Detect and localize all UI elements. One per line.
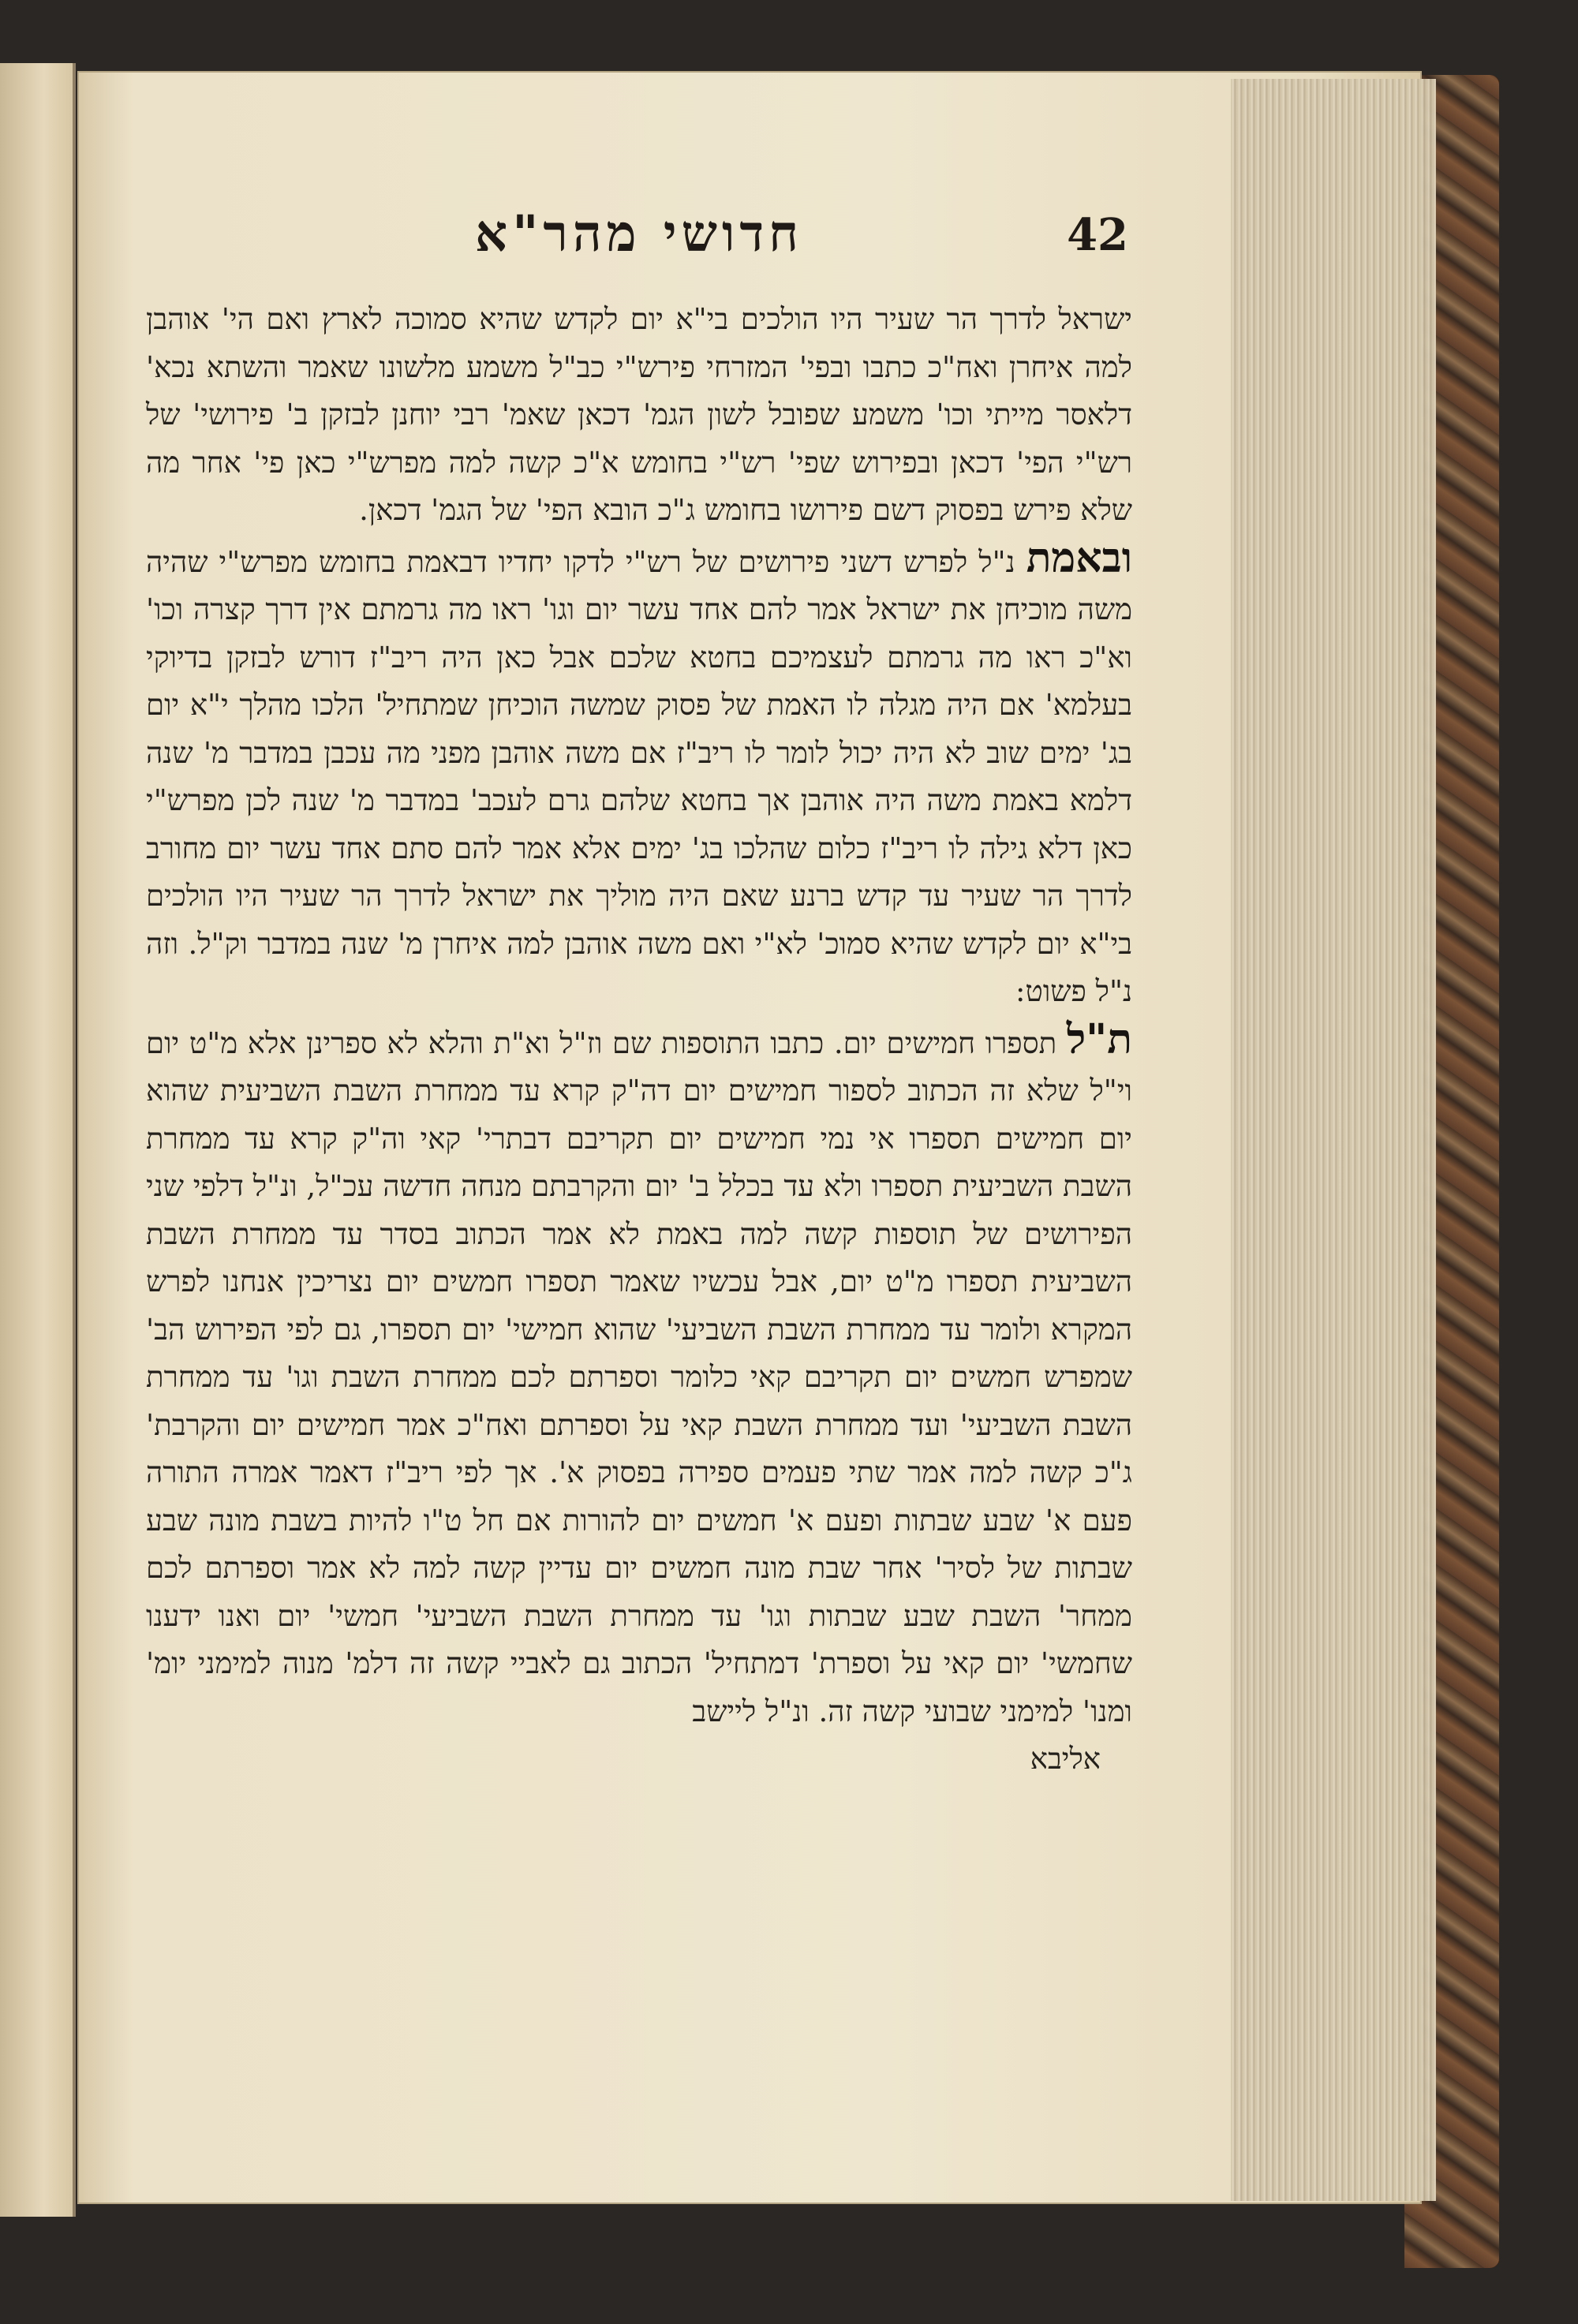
running-title: חדושי מהר"א bbox=[474, 204, 804, 263]
lead-word: ת"ל bbox=[1066, 1014, 1132, 1063]
page-number: 42 bbox=[1067, 209, 1128, 261]
paragraph bbox=[146, 296, 1132, 535]
paragraph-text: ישראל לדרך הר שעיר היו הולכים בי"א יום לקדש שהיא סמוכה לארץ ואם הי' אוהבן למה איחרן ואח"כ כתבו ובפי' המזרחי פירש"י כב"ל משמע מלשונו שאמר והשתא נכא' דלאסר מייתי וכו' משמע שפובל לשון הגמ' דכאן שאמ' רבי יוחנן לבזקן ב' פירושי' של רש"י הפי' דכאן ובפירוש שפי' רש"י בחומש א"כ קשה למה מפרש"י כאן פי' אחר מה שלא פירש בפסוק דשם פירושו בחומש ג"כ הובא הפי' של הגמ' דכאן. bbox=[146, 302, 1132, 527]
paragraph-text: נ"ל לפרש דשני פירושים של רש"י לדקו יחדיו דבאמת בחומש מפרש"י שהיה משה מוכיחן את ישראל אמר להם אחד עשר יום וגו' ראו מה גרמתם אין דרך קצרה וכו' וא"כ ראו מה גרמתם לעצמיכם בחטא שלכם אבל כאן היה ריב"ז דורש לבזקן בדיוקי בעלמא' אם היה מגלה לו האמת של פסוק שמשה הוכיחן שמתחיל' הלכו מהלך י"א יום בג' ימים שוב לא היה יכול לומר לו ריב"ז אם משה אוהבן מפני מה עכבן במדבר מ' שנה דלמא באמת משה היה אוהבן אך בחטא שלהם גרם לעכב' במדבר מ' שנה לכן מפרש"י כאן דלא גילה לו ריב"ז כלום שהלכו בג' ימים אלא אמר להם סתם אחד עשר יום מחורב לדרך הר שעיר עד קדש ברנע שאם היה מוליך את ישראל לדרך הר שעיר היו הולכים בי"א יום לקדש שהיא סמוכ' לא"י ואם משה אוהבן למה איחרן מ' שנה במדבר וק"ל. וזה נ"ל פשוט: bbox=[146, 544, 1132, 1008]
paragraph-text: תספרו חמישים יום. כתבו התוספות שם וז"ל וא"ת והלא לא ספרינן אלא מ"ט יום וי"ל שלא זה הכתוב לספור חמישים יום דה"ק קרא עד ממחרת השבת השביעית שהוא יום חמישים תספרו אי נמי חמישים יום תקריבם דבתרי' קאי וה"ק קרא עד ממחרת השבת השביעית תספרו ולא עד בכלל ב' יום והקרבתם מנחה חדשה עכ"ל, ונ"ל דלפי שני הפירושים של תוספות קשה למה באמת לא אמר הכתוב בסדר עד ממחרת השבת השביעית תספרו מ"ט יום, אבל עכשיו שאמר תספרו חמשים יום נצריכין אנחנו לפרש המקרא ולומר עד ממחרת השבת השביעי' שהוא חמישי' יום תספרו, גם לפי הפירוש הב' שמפרש חמשים יום תקריבם קאי כלומר וספרתם לכם ממחרת השבת וגו' עד ממחרת השבת השביעי' ועד ממחרת השבת קאי על וספרתם ואח"כ אמר חמישים יום והקרבת' ג"כ קשה למה אמר שתי פעמים ספירה בפסוק א'. אך לפי ריב"ז דאמר אמרה התורה פעם א' שבע שבתות ופעם א' חמשים יום להורות אם חל ט"ו להיות בשבת מונה שבע שבתות של לסיר' אחר שבת מונה חמשים יום עדיין קשה למה לא אמר וספרתם לכם ממחר' השבת שבע שבתות וגו' עד ממחרת השבת השביעי' חמשי' יום ואנו ידענו שחמשי' יום קאי על וספרת' דמתחיל' הכתוב גם לאביי קשה זה דלמ' מנוה למימני יומ' ומנו' למימני שבועי קשה זה. ונ"ל ליישב bbox=[146, 1026, 1132, 1728]
paragraph bbox=[146, 535, 1132, 1016]
lead-word: ובאמת bbox=[1026, 533, 1133, 582]
page-header bbox=[158, 204, 1128, 280]
paragraph bbox=[146, 1016, 1132, 1736]
adjacent-page bbox=[0, 63, 76, 2217]
page-body bbox=[146, 296, 1132, 1784]
book-fore-edge bbox=[1231, 79, 1436, 2201]
closing-word: אליבא bbox=[1030, 1742, 1101, 1776]
